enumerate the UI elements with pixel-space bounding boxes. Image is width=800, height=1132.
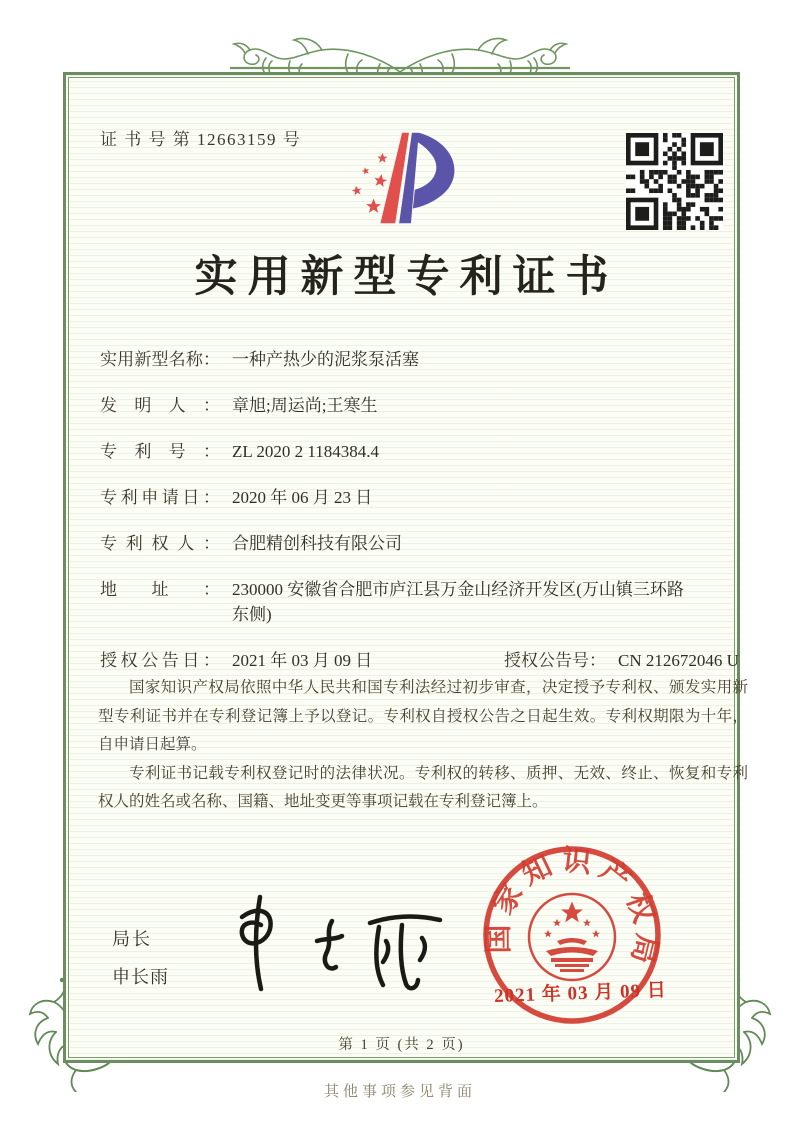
- certificate-frame: [63, 72, 748, 1063]
- national-emblem: [529, 894, 615, 980]
- legal-paragraph-2: 专利证书记载专利权登记时的法律状况。专利权的转移、质押、无效、终止、恢复和专利权人的姓名或名称、国籍、地址变更等事项记载在专利登记簿上。: [98, 764, 748, 810]
- director-name: 申长雨: [112, 967, 169, 987]
- field-patent-number: [100, 439, 716, 464]
- field-list: [100, 347, 739, 694]
- field-label: 实用新型名称：: [100, 350, 220, 369]
- field-grant-row: [100, 648, 739, 673]
- legal-text: [98, 674, 748, 817]
- qr-code: [626, 133, 723, 230]
- field-inventor: [100, 393, 716, 418]
- director-title: 局长: [112, 929, 152, 949]
- field-label: 专利号：: [100, 442, 220, 461]
- field-label: 地址：: [100, 580, 220, 599]
- certificate-title: 实用新型专利证书: [194, 254, 619, 301]
- legal-paragraph-1: 国家知识产权局依照中华人民共和国专利法经过初步审查，决定授予专利权、颁发实用新型专利证书并在专利登记簿上予以登记。专利权自授权公告之日起生效。专利权期限为十年，自申请日起算。: [98, 679, 748, 753]
- field-label: 授权公告日：: [100, 651, 220, 670]
- field-value: ZL 2020 2 1184384.4: [232, 442, 380, 461]
- field-value: 230000 安徽省合肥市庐江县万金山经济开发区(万山镇三环路东侧): [232, 580, 684, 624]
- field-grant-number: [504, 648, 739, 673]
- seal-date: 2021 年 03 月 09 日: [493, 979, 668, 1008]
- field-patentee: [100, 531, 716, 556]
- seal-org-text: 国家知识产权局: [482, 844, 663, 974]
- field-address: [100, 577, 716, 627]
- field-value: 一种产热少的泥浆泵活塞: [232, 350, 419, 369]
- field-filing-date: [100, 485, 716, 510]
- field-label: 专利申请日：: [100, 488, 220, 507]
- field-label: 发明人：: [100, 396, 220, 415]
- field-label: 专利权人：: [100, 534, 220, 553]
- field-value: 2020 年 06 月 23 日: [232, 488, 373, 507]
- field-value: 合肥精创科技有限公司: [232, 534, 402, 553]
- page-number: 第 1 页 (共 2 页): [338, 1037, 465, 1053]
- back-side-note: 其他事项参见背面: [323, 1084, 476, 1100]
- field-value: 2021 年 03 月 09 日: [232, 651, 373, 670]
- field-utility-model-name: [100, 347, 716, 372]
- director-signature: [214, 883, 464, 1008]
- field-label: 授权公告号：: [504, 651, 606, 670]
- certificate-number: 证 书 号 第 12663159 号: [100, 130, 302, 149]
- cnipa-logo: [332, 119, 482, 237]
- field-value: CN 212672046 U: [618, 651, 739, 670]
- field-value: 章旭;周运尚;王寒生: [232, 396, 378, 415]
